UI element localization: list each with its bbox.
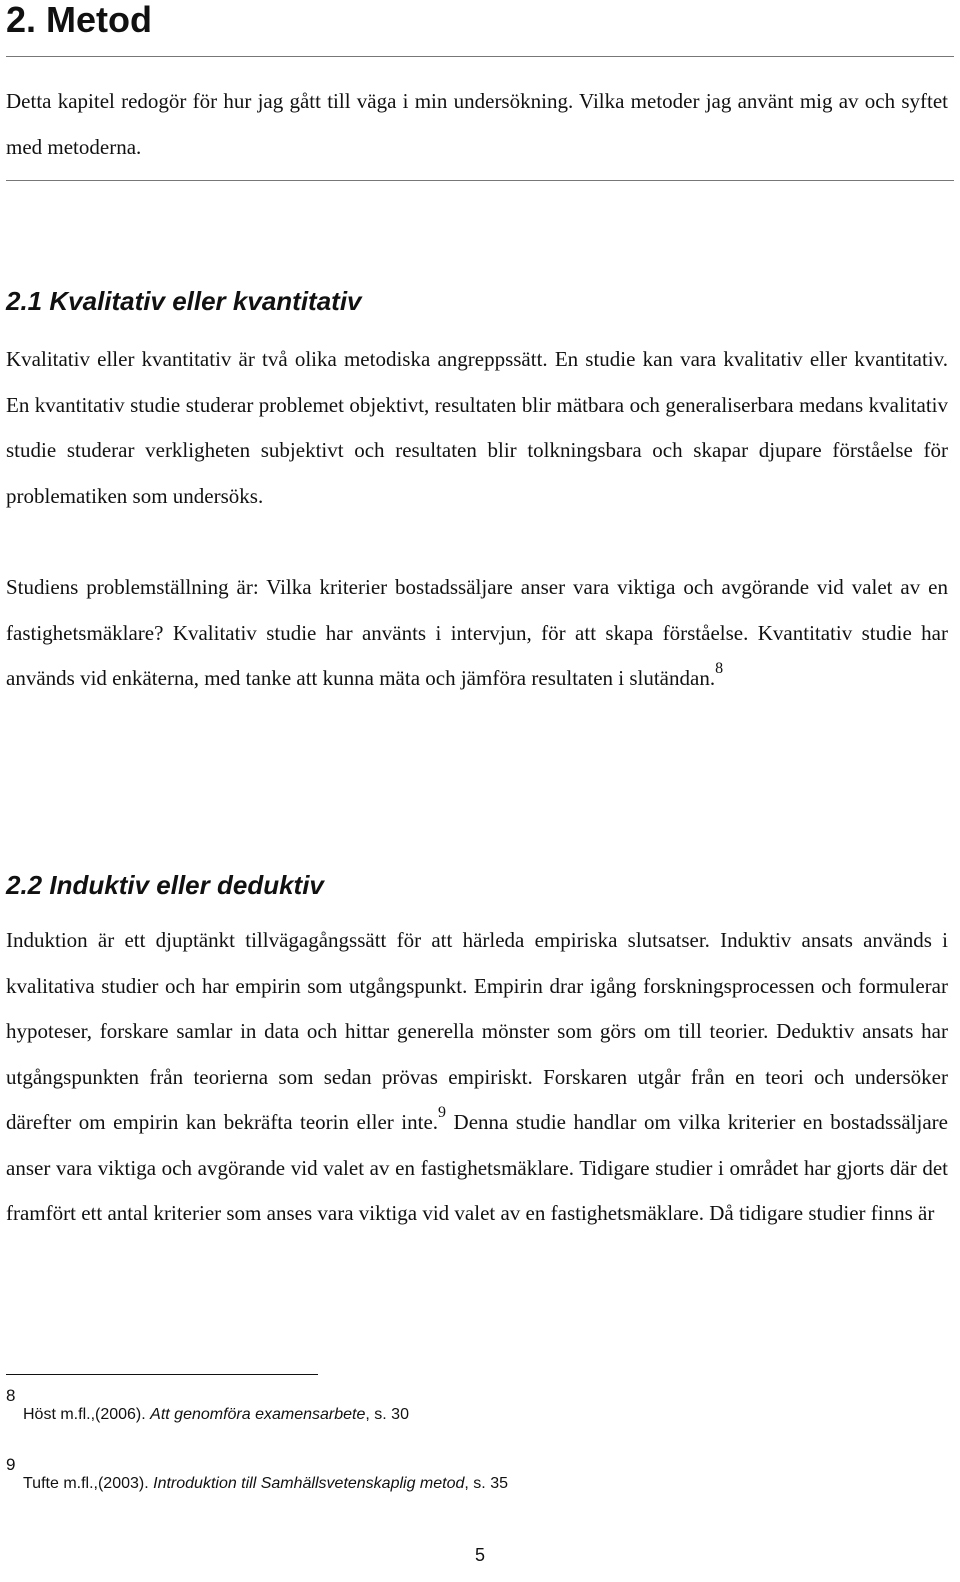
footnote-separator: [6, 1374, 318, 1375]
footnote-number: 9: [6, 1455, 16, 1474]
section-heading-2-2: 2.2 Induktiv eller deduktiv: [6, 870, 324, 900]
intro-rule-top: [6, 56, 954, 57]
intro-paragraph: Detta kapitel redogör för hur jag gått till väga i min undersökning. Vilka metoder jag använt mig av och syftet med metoderna.: [6, 89, 948, 159]
footnote-number: 8: [6, 1386, 16, 1405]
footnote-title: Att genomföra examensarbete: [150, 1406, 366, 1423]
section-2-2-paragraph: [6, 918, 948, 1237]
section-2-1-paragraph-2-text: Studiens problemställning är: Vilka kriterier bostadssäljare anser vara viktiga och avgörande vid valet av en fastighetsmäklare? Kvalitativ studie har använts i intervjun, för att skapa förståelse. Kvantitativ studie har används vid enkäterna, med tanke att kunna mäta och jämföra resultaten i slutändan.: [6, 575, 948, 690]
footnote-page: , s. 35: [464, 1475, 508, 1492]
footnote-text: [23, 1475, 508, 1493]
footnote-ref-9: 9: [438, 1104, 447, 1121]
section-2-2-paragraph-text-a: Induktion är ett djuptänkt tillvägagångssätt för att härleda empiriska slutsatser. Induktiv ansats används i kvalitativa studier och har empirin som utgångspunkt. Empirin drar igång forskningsprocessen och formulerar hypoteser, forskare samlar in data och hittar generella mönster som görs om till teorier. Deduktiv ansats har utgångspunkten från teorierna som sedan prövas empiriskt. Forskaren utgår från en teori och undersöker därefter om empirin kan bekräfta teorin eller inte.: [6, 928, 948, 1134]
page-number: 5: [474, 1545, 485, 1565]
footnote-ref-8: 8: [715, 660, 724, 677]
section-2-2-paragraph-text-b: Denna studie handlar om vilka kriterier en bostadssäljare anser vara viktiga och avgörande vid valet av en fastighetsmäklare. Tidigare studier i området har gjorts där det framfört ett antal kriterier som anses vara viktiga vid valet av en fastighetsmäklare. Då tidigare studier finns är: [6, 1110, 948, 1225]
footnote-citation: Tufte m.fl.,(2003).: [23, 1475, 154, 1492]
section-2-1-paragraph-2: [6, 565, 948, 702]
section-heading-2-1: 2.1 Kvalitativ eller kvantitativ: [6, 286, 362, 316]
intro-rule-bottom: [6, 180, 954, 181]
footnote-page: , s. 30: [365, 1406, 409, 1423]
footnote-title: Introduktion till Samhällsvetenskaplig metod: [153, 1475, 465, 1492]
section-2-1-paragraph-1: Kvalitativ eller kvantitativ är två olika metodiska angreppssätt. En studie kan vara kvalitativ eller kvantitativ. En kvantitativ studie studerar problemet objektivt, resultaten blir mätbara och generaliserbara medans kvalitativ studie studerar verkligheten subjektivt och resultaten blir tolkningsbara och skapar djupare förståelse för problematiken som undersöks.: [6, 347, 948, 508]
chapter-heading: 2. Metod: [6, 0, 153, 40]
footnote-citation: Höst m.fl.,(2006).: [23, 1406, 151, 1423]
footnote-text: [23, 1406, 409, 1424]
